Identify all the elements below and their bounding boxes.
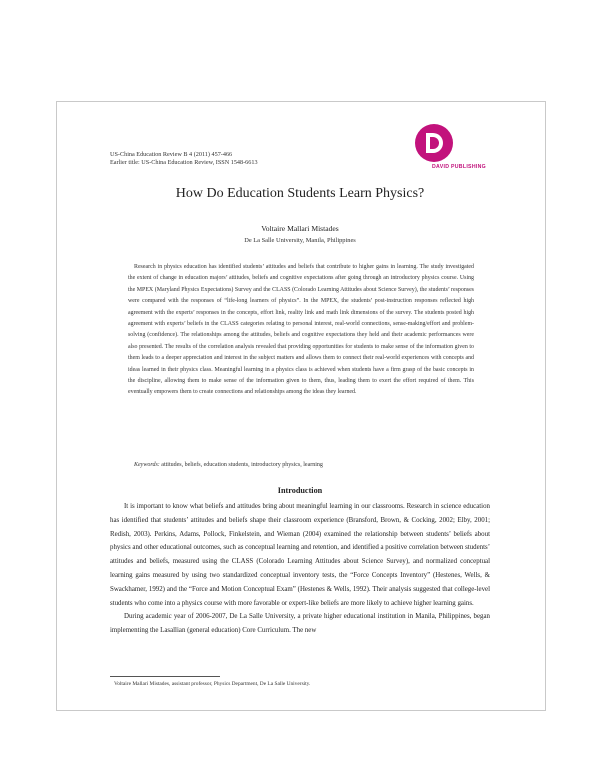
footnote: Voltaire Mallari Mistades, assistant professor, Physics Department, De La Salle University. bbox=[114, 681, 311, 687]
body-paragraph: It is important to know what beliefs and attitudes bring about meaningful learning in our classrooms. Research in science education has identified that students’ attitudes and beliefs shape their classroom experience (Bransford, Brown, & Cocking, 2002; Elby, 2001; Redish, 2003). Perkins, Adams, Pollock, Finkelstein, and Wieman (2004) examined the relationship between students’ beliefs about physics and other educational outcomes, such as conceptual learning and retention, and identified a positive correlation between students’ attitudes and beliefs, measured using the CLASS (Colorado Learning Attitudes about Science Survey), and normalized conceptual learning gains measured by using two standardized conceptual inventory tests, the “Force Concepts Inventory” (Hestenes, Wells, & Swackhamer, 1992) and the “Force and Motion Conceptual Exam” (Hestenes & Wells, 1992). Their analysis suggested that college-level students who come into a physics course with more favorable or expert-like beliefs are more likely to achieve higher learning gains. bbox=[110, 503, 490, 607]
abstract: Research in physics education has identified students’ attitudes and beliefs that contribute to higher gains in learning. The study investigated the extent of change in education majors’ attitudes, beliefs and cognitive expectations after going through an introductory physics course. Using the MPEX (Maryland Physics Expectations) Survey and the CLASS (Colorado Learning Attitudes about Science Survey), the students’ responses were compared with the responses of “life-long learners of physics”. In the MPEX, the students’ post-instruction responses reflected high agreement with the experts’ responses in the concepts, effort link, reality link and math link dimensions of the survey. The students posted high agreement with experts’ beliefs in the CLASS categories relating to personal interest, real-world connections, sense-making/effort and problem-solving (confidence). The relationships among the attitudes, beliefs and cognitive expectations they held and their academic performances were also presented. The results of the correlation analysis revealed that providing opportunities for students to make sense of the information given to them leads to a deeper appreciation and interest in the subject matters and allows them to connect their real-world experiences with concepts and ideas learned in their physics class. Meaningful learning in a physics class is achieved when students have a firm grasp of the basic concepts in the discipline, allowing them to make sense of the information given to them, thus, leading them to exert the effort required of them. This eventually empowers them to create connections and relationships among the ideas they learned. bbox=[128, 264, 474, 396]
body-paragraph: During academic year of 2006-2007, De La Salle University, a private higher educational institution in Manila, Philippines, began implementing the Lasallian (general education) Core Curriculum. The new bbox=[110, 613, 490, 635]
logo-circle bbox=[415, 124, 453, 162]
journal-info bbox=[110, 151, 258, 167]
keywords-label: Keywords: bbox=[134, 462, 160, 468]
journal-citation: US-China Education Review B 4 (2011) 457-466 bbox=[110, 151, 233, 158]
keywords-text: attitudes, beliefs, education students, introductory physics, learning bbox=[159, 462, 323, 468]
keywords bbox=[134, 462, 323, 468]
introduction-heading: Introduction bbox=[277, 486, 323, 495]
author-name: Voltaire Mallari Mistades bbox=[261, 224, 339, 233]
logo-text: DAVID PUBLISHING bbox=[432, 164, 486, 170]
footnote-divider bbox=[110, 676, 220, 677]
paper-title: How Do Education Students Learn Physics? bbox=[175, 186, 425, 201]
david-publishing-logo bbox=[396, 118, 496, 178]
journal-earlier-title: Earlier title: US-China Education Review, ISSN 1548-6613 bbox=[110, 159, 258, 166]
introduction-body bbox=[110, 500, 490, 638]
author-affiliation: De La Salle University, Manila, Philippines bbox=[244, 237, 356, 244]
